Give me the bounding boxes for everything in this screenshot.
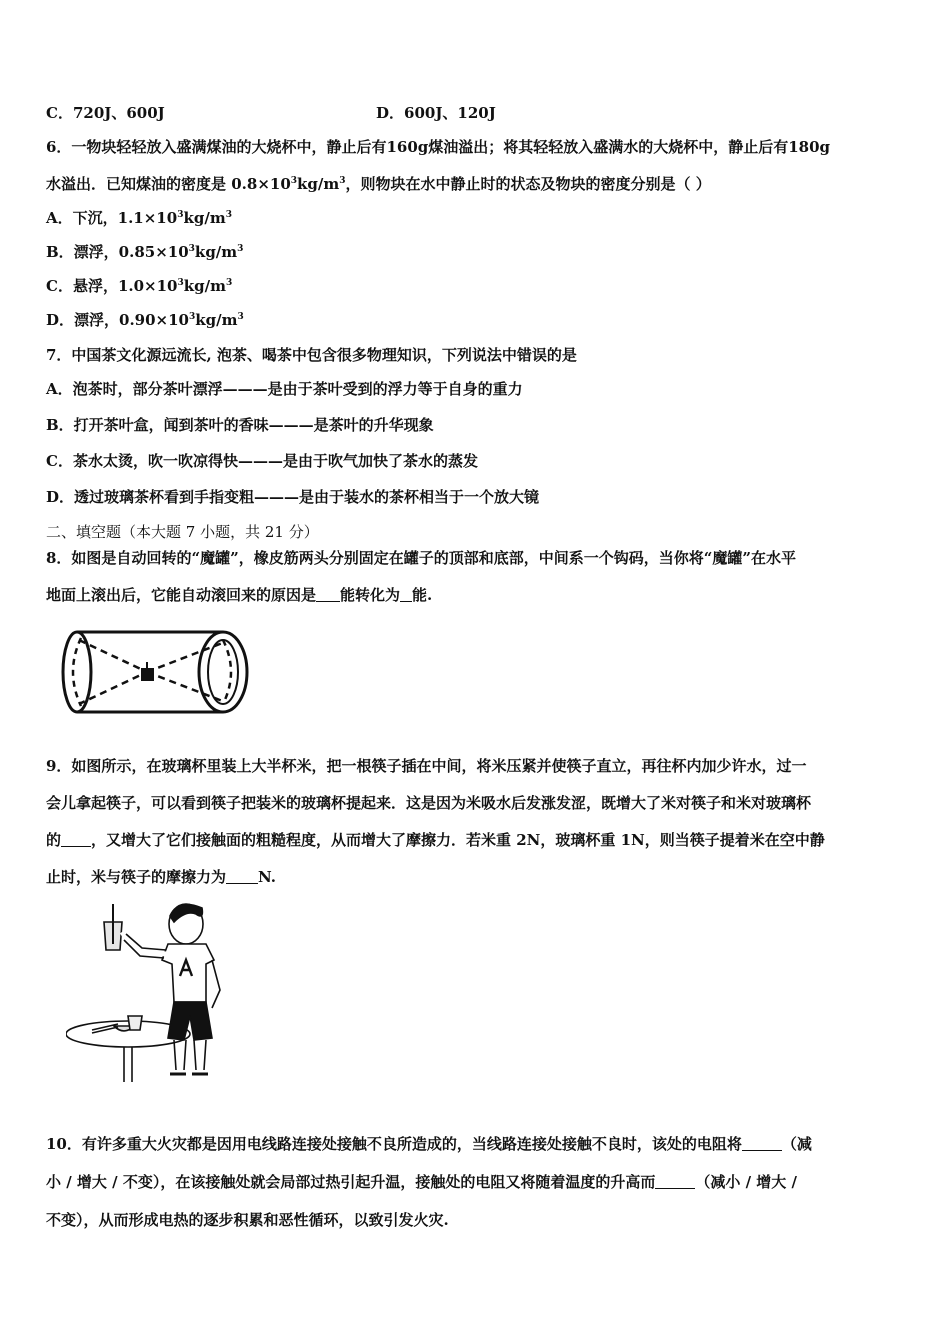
- boy-shirt: [162, 944, 214, 1002]
- section-heading: 二、填空题（本大题 7 小题，共 21 分）: [46, 523, 319, 541]
- boy-legs: [174, 1040, 206, 1070]
- boy-chopstick-figure: [66, 898, 266, 1086]
- boy-lower-arm: [212, 960, 220, 1008]
- can-right-end: [199, 632, 247, 712]
- q10-stem-line1: 10．有许多重大火灾都是因用电线路连接处接触不良所造成的，当线路连接处接触不良时，该处的电阻将 （减: [46, 1135, 812, 1153]
- q10-stem-line3: 不变），从而形成电热的逐步积累和恶性循环，以致引发火灾.: [46, 1211, 449, 1229]
- answer-blank[interactable]: [655, 1174, 695, 1189]
- q9-stem-line2: 会儿拿起筷子，可以看到筷子把装米的玻璃杯提起来．这是因为米吸水后发涨发涩，既增大了米对筷子和米对玻璃杯: [46, 794, 812, 812]
- q9-stem-line3: 的 ，又增大了它们接触面的粗糙程度，从而增大了摩擦力．若米重 2N，玻璃杯重 1N，则当筷子提着米在空中静: [46, 831, 825, 849]
- answer-blank[interactable]: [226, 869, 258, 884]
- q6-stem-line2: 水溢出．已知煤油的密度是 $0.8\times 10^3kg/m^3$，则物块在水中静止时的状态及物块的密度分别是（ ）: [46, 175, 711, 193]
- q7-stem: 7．中国茶文化源远流长, 泡茶、喝茶中包含很多物理知识，下列说法中错误的是: [46, 346, 577, 364]
- q10-stem-line2: 小 / 增大 / 不变），在该接触处就会局部过热引起升温，接触处的电阻又将随着温度的升高而 （减小 / 增大 /: [46, 1173, 797, 1191]
- q7-option-a: A．泡茶时，部分茶叶漂浮———是由于茶叶受到的浮力等于自身的重力: [46, 380, 523, 398]
- q9-stem-line1: 9．如图所示，在玻璃杯里装上大半杯米，把一根筷子插在中间，将米压紧并使筷子直立，再往杯内加少许水，过一: [46, 757, 807, 775]
- q8-stem-line1: 8．如图是自动回转的“魔罐”，橡皮筋两头分别固定在罐子的顶部和底部，中间系一个钩码，当你将“魔罐”在水平: [46, 549, 796, 567]
- cup-on-table: [128, 1016, 142, 1030]
- q5-option-d: D．600J、120J: [376, 104, 496, 122]
- magic-can-figure: [55, 624, 255, 720]
- right-inner-dash: [223, 640, 231, 704]
- q7-option-b: B．打开茶叶盒，闻到茶叶的香味———是茶叶的升华现象: [46, 416, 434, 434]
- q6-option-d: D．漂浮，$0.90\times 10^3kg/m^3$: [46, 311, 244, 329]
- q7-option-d: D．透过玻璃茶杯看到手指变粗———是由于装水的茶杯相当于一个放大镜: [46, 488, 540, 506]
- q7-option-c: C．茶水太烫，吹一吹凉得快———是由于吹气加快了茶水的蒸发: [46, 452, 478, 470]
- answer-blank[interactable]: [742, 1136, 782, 1151]
- q6-option-a: A．下沉，$1.1\times 10^3kg/m^3$: [46, 209, 232, 227]
- q5-option-c: C．720J、600J: [46, 104, 165, 122]
- table-leg: [124, 1047, 132, 1082]
- can-right-inner: [208, 640, 238, 704]
- answer-blank[interactable]: [400, 587, 412, 602]
- q6-stem-line1: 6．一物块轻轻放入盛满煤油的大烧杯中，静止后有160g煤油溢出；将其轻轻放入盛满水的大烧杯中，静止后有180g: [46, 138, 831, 156]
- q9-stem-line4: 止时，米与筷子的摩擦力为 N.: [46, 868, 276, 886]
- q6-option-b: B．漂浮，$0.85\times 10^3kg/m^3$: [46, 243, 244, 261]
- hook-weight: [141, 668, 154, 681]
- answer-blank[interactable]: [316, 587, 340, 602]
- can-left-end: [63, 632, 91, 712]
- q8-stem-line2: 地面上滚出后，它能自动滚回来的原因是 能转化为 能.: [46, 586, 433, 604]
- left-inner-dash: [73, 638, 81, 706]
- answer-blank[interactable]: [61, 832, 91, 847]
- q6-option-c: C．悬浮，$1.0\times 10^3kg/m^3$: [46, 277, 233, 295]
